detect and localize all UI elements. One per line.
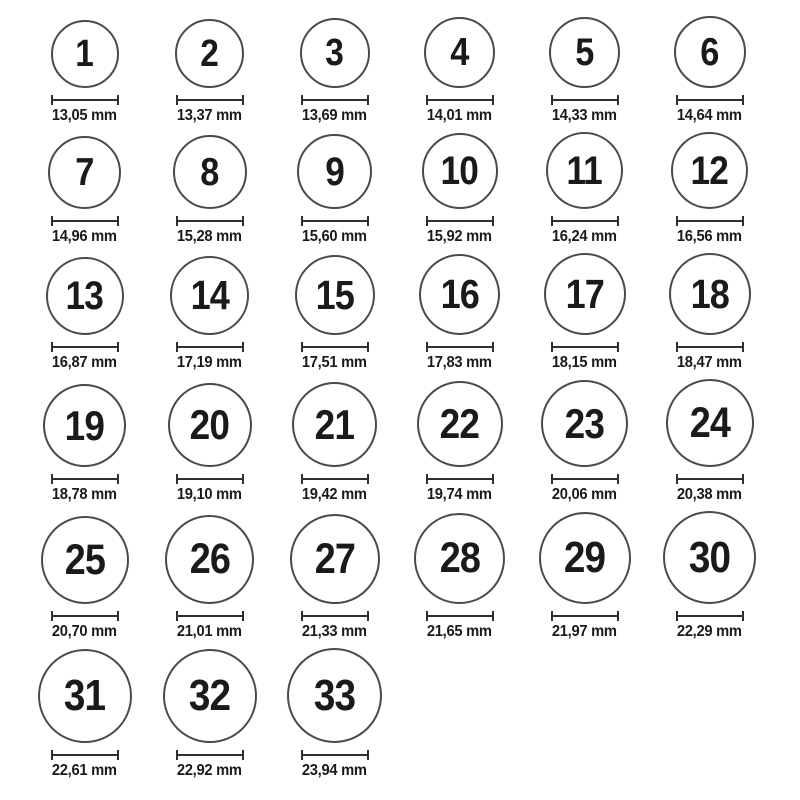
diameter-label: 23,94 mm [302, 762, 367, 779]
ring-circle [292, 382, 377, 467]
ring-size-item [22, 20, 147, 124]
ring-size-item [272, 514, 397, 640]
dimension-tick-right [367, 342, 369, 352]
dimension-bar [178, 478, 242, 480]
ring-size-row [22, 379, 800, 503]
ring-circle [549, 17, 620, 88]
ring-size-number: 2 [200, 32, 219, 75]
dimension-bar [553, 346, 617, 348]
ring-size-row [22, 253, 800, 371]
dimension-tick-right [242, 474, 244, 484]
dimension-bar [53, 754, 117, 756]
diameter-label: 13,69 mm [302, 107, 367, 124]
diameter-dimension-line [551, 474, 619, 484]
ring-size-number: 22 [439, 400, 480, 447]
dimension-bar [303, 220, 367, 222]
diameter-label: 18,15 mm [552, 354, 617, 371]
diameter-label: 17,83 mm [427, 354, 492, 371]
ring-size-item [397, 17, 522, 124]
ring-size-item [272, 648, 397, 779]
ring-size-item [22, 136, 147, 245]
dimension-bar [678, 346, 742, 348]
diameter-label: 20,70 mm [52, 623, 117, 640]
dimension-tick-right [117, 611, 119, 621]
dimension-tick-right [742, 342, 744, 352]
diameter-label: 18,47 mm [677, 354, 742, 371]
ring-size-item [522, 253, 647, 371]
ring-size-number: 4 [450, 31, 469, 74]
diameter-label: 17,51 mm [302, 354, 367, 371]
ring-circle [38, 649, 132, 743]
diameter-label: 19,10 mm [177, 486, 242, 503]
diameter-dimension-line [176, 342, 244, 352]
ring-size-row [22, 511, 800, 640]
diameter-dimension-line [551, 95, 619, 105]
ring-size-row [22, 132, 800, 245]
ring-size-item [22, 384, 147, 503]
diameter-dimension-line [426, 342, 494, 352]
ring-circle [669, 253, 751, 335]
dimension-bar [178, 346, 242, 348]
ring-size-item [272, 255, 397, 371]
diameter-label: 21,97 mm [552, 623, 617, 640]
ring-circle [417, 381, 503, 467]
ring-size-number: 15 [315, 271, 354, 318]
diameter-label: 14,33 mm [552, 107, 617, 124]
dimension-bar [303, 346, 367, 348]
dimension-tick-right [117, 474, 119, 484]
ring-circle [46, 257, 124, 335]
dimension-bar [53, 478, 117, 480]
diameter-dimension-line [51, 750, 119, 760]
ring-size-item [397, 513, 522, 640]
diameter-label: 14,01 mm [427, 107, 492, 124]
dimension-bar [553, 615, 617, 617]
ring-circle [297, 134, 372, 209]
diameter-dimension-line [51, 216, 119, 226]
ring-circle [424, 17, 495, 88]
diameter-dimension-line [176, 750, 244, 760]
dimension-tick-right [617, 611, 619, 621]
ring-size-number: 7 [75, 151, 94, 194]
dimension-tick-right [242, 95, 244, 105]
diameter-label: 16,24 mm [552, 228, 617, 245]
diameter-dimension-line [176, 611, 244, 621]
dimension-tick-right [742, 95, 744, 105]
dimension-bar [428, 615, 492, 617]
dimension-tick-right [492, 474, 494, 484]
ring-size-item [522, 380, 647, 503]
ring-size-number: 19 [64, 401, 105, 449]
diameter-label: 22,61 mm [52, 762, 117, 779]
ring-size-item [647, 16, 772, 124]
diameter-dimension-line [676, 474, 744, 484]
dimension-tick-right [742, 474, 744, 484]
ring-size-number: 18 [690, 270, 729, 317]
ring-circle [173, 135, 247, 209]
dimension-tick-right [617, 342, 619, 352]
ring-size-number: 33 [313, 670, 356, 720]
dimension-tick-right [367, 474, 369, 484]
ring-size-number: 21 [314, 400, 355, 448]
ring-size-number: 26 [189, 535, 230, 583]
dimension-bar [428, 99, 492, 101]
ring-size-number: 27 [314, 534, 355, 583]
ring-size-number: 31 [63, 671, 106, 720]
ring-size-number: 13 [65, 274, 104, 318]
diameter-dimension-line [551, 342, 619, 352]
ring-size-item [522, 17, 647, 124]
ring-size-number: 12 [690, 148, 729, 193]
ring-size-number: 20 [189, 401, 230, 448]
ring-circle [422, 133, 498, 209]
dimension-bar [53, 615, 117, 617]
ring-circle [300, 18, 370, 88]
diameter-dimension-line [676, 95, 744, 105]
dimension-bar [428, 220, 492, 222]
diameter-dimension-line [301, 474, 369, 484]
diameter-label: 17,19 mm [177, 354, 242, 371]
dimension-bar [303, 615, 367, 617]
diameter-label: 20,06 mm [552, 486, 617, 503]
diameter-dimension-line [676, 216, 744, 226]
dimension-bar [678, 615, 742, 617]
diameter-label: 21,65 mm [427, 623, 492, 640]
ring-circle [175, 19, 244, 88]
ring-size-item [647, 253, 772, 371]
dimension-bar [553, 99, 617, 101]
dimension-bar [53, 220, 117, 222]
dimension-bar [678, 478, 742, 480]
ring-circle [414, 513, 505, 604]
dimension-bar [178, 754, 242, 756]
ring-size-number: 9 [325, 149, 344, 194]
dimension-bar [178, 99, 242, 101]
diameter-dimension-line [176, 216, 244, 226]
dimension-tick-right [367, 611, 369, 621]
ring-size-item [147, 383, 272, 503]
ring-size-number: 30 [688, 532, 731, 582]
dimension-tick-right [492, 342, 494, 352]
ring-size-number: 6 [700, 30, 719, 74]
dimension-tick-right [242, 611, 244, 621]
ring-size-number: 3 [325, 32, 344, 74]
ring-size-row [22, 648, 800, 779]
ring-size-item [647, 511, 772, 640]
ring-circle [165, 515, 254, 604]
diameter-label: 21,33 mm [302, 623, 367, 640]
dimension-tick-right [617, 216, 619, 226]
ring-circle [41, 516, 129, 604]
ring-circle [290, 514, 380, 604]
diameter-dimension-line [301, 95, 369, 105]
diameter-label: 19,74 mm [427, 486, 492, 503]
diameter-dimension-line [551, 216, 619, 226]
dimension-bar [303, 99, 367, 101]
diameter-label: 14,96 mm [52, 228, 117, 245]
diameter-dimension-line [301, 216, 369, 226]
ring-circle [295, 255, 375, 335]
ring-size-number: 14 [190, 272, 229, 318]
diameter-label: 13,37 mm [177, 107, 242, 124]
diameter-dimension-line [676, 342, 744, 352]
diameter-label: 21,01 mm [177, 623, 242, 640]
ring-size-number: 11 [566, 148, 603, 193]
ring-circle [51, 20, 119, 88]
ring-circle [663, 511, 756, 604]
dimension-bar [678, 99, 742, 101]
ring-circle [419, 254, 500, 335]
ring-circle [671, 132, 748, 209]
diameter-dimension-line [426, 474, 494, 484]
ring-size-number: 1 [75, 33, 94, 75]
diameter-label: 15,60 mm [302, 228, 367, 245]
ring-circle [674, 16, 746, 88]
diameter-dimension-line [426, 216, 494, 226]
ring-circle [170, 256, 249, 335]
dimension-tick-right [117, 216, 119, 226]
ring-circle [544, 253, 626, 335]
dimension-bar [678, 220, 742, 222]
dimension-tick-right [742, 611, 744, 621]
dimension-bar [428, 346, 492, 348]
ring-size-item [22, 257, 147, 371]
ring-size-item [272, 134, 397, 245]
diameter-dimension-line [426, 95, 494, 105]
dimension-tick-right [117, 750, 119, 760]
diameter-label: 20,38 mm [677, 486, 742, 503]
ring-size-item [647, 132, 772, 245]
ring-circle [666, 379, 754, 467]
diameter-dimension-line [176, 95, 244, 105]
diameter-label: 15,92 mm [427, 228, 492, 245]
diameter-label: 14,64 mm [677, 107, 742, 124]
dimension-tick-right [242, 342, 244, 352]
ring-circle [163, 649, 257, 743]
ring-circle [48, 136, 121, 209]
diameter-label: 16,87 mm [52, 354, 117, 371]
dimension-bar [178, 615, 242, 617]
dimension-tick-right [117, 342, 119, 352]
ring-size-item [22, 649, 147, 779]
diameter-label: 22,92 mm [177, 762, 242, 779]
ring-size-number: 5 [575, 31, 594, 74]
dimension-tick-right [617, 95, 619, 105]
diameter-label: 19,42 mm [302, 486, 367, 503]
ring-size-item [147, 515, 272, 640]
ring-size-number: 32 [188, 671, 231, 720]
dimension-tick-right [617, 474, 619, 484]
diameter-dimension-line [51, 95, 119, 105]
diameter-label: 18,78 mm [52, 486, 117, 503]
diameter-dimension-line [51, 342, 119, 352]
ring-size-item [147, 19, 272, 124]
ring-size-item [397, 133, 522, 245]
diameter-dimension-line [426, 611, 494, 621]
ring-size-number: 10 [440, 149, 479, 193]
dimension-bar [303, 478, 367, 480]
dimension-tick-right [367, 750, 369, 760]
dimension-tick-right [742, 216, 744, 226]
ring-size-item [147, 649, 272, 779]
dimension-tick-right [117, 95, 119, 105]
ring-size-item [272, 18, 397, 124]
ring-size-item [147, 256, 272, 371]
ring-size-number: 8 [200, 150, 219, 194]
ring-size-number: 17 [565, 270, 604, 317]
diameter-label: 22,29 mm [677, 623, 742, 640]
diameter-dimension-line [301, 342, 369, 352]
ring-circle [43, 384, 126, 467]
ring-size-item [522, 132, 647, 245]
dimension-bar [303, 754, 367, 756]
dimension-tick-right [242, 750, 244, 760]
diameter-dimension-line [301, 750, 369, 760]
dimension-bar [178, 220, 242, 222]
diameter-dimension-line [551, 611, 619, 621]
diameter-dimension-line [51, 611, 119, 621]
diameter-dimension-line [51, 474, 119, 484]
ring-circle [539, 512, 631, 604]
ring-size-item [22, 516, 147, 640]
ring-size-number: 24 [689, 398, 730, 447]
dimension-tick-right [367, 216, 369, 226]
dimension-bar [53, 346, 117, 348]
dimension-tick-right [242, 216, 244, 226]
dimension-tick-right [492, 216, 494, 226]
dimension-bar [553, 478, 617, 480]
ring-size-number: 16 [440, 271, 479, 317]
ring-size-row [22, 16, 800, 124]
ring-size-item [397, 254, 522, 371]
dimension-tick-right [367, 95, 369, 105]
diameter-dimension-line [676, 611, 744, 621]
ring-size-item [147, 135, 272, 245]
ring-size-number: 23 [564, 399, 605, 447]
dimension-tick-right [492, 611, 494, 621]
dimension-bar [53, 99, 117, 101]
dimension-bar [428, 478, 492, 480]
ring-size-item [272, 382, 397, 503]
ring-size-number: 29 [563, 533, 606, 582]
diameter-dimension-line [301, 611, 369, 621]
ring-size-item [397, 381, 522, 503]
ring-circle [287, 648, 382, 743]
ring-size-number: 28 [439, 534, 480, 582]
diameter-dimension-line [176, 474, 244, 484]
ring-size-number: 25 [64, 535, 105, 584]
dimension-bar [553, 220, 617, 222]
ring-size-item [522, 512, 647, 640]
dimension-tick-right [492, 95, 494, 105]
diameter-label: 13,05 mm [52, 107, 117, 124]
diameter-label: 15,28 mm [177, 228, 242, 245]
ring-size-grid [22, 16, 800, 779]
ring-circle [541, 380, 628, 467]
diameter-label: 16,56 mm [677, 228, 742, 245]
ring-circle [168, 383, 252, 467]
ring-circle [546, 132, 623, 209]
ring-size-item [647, 379, 772, 503]
